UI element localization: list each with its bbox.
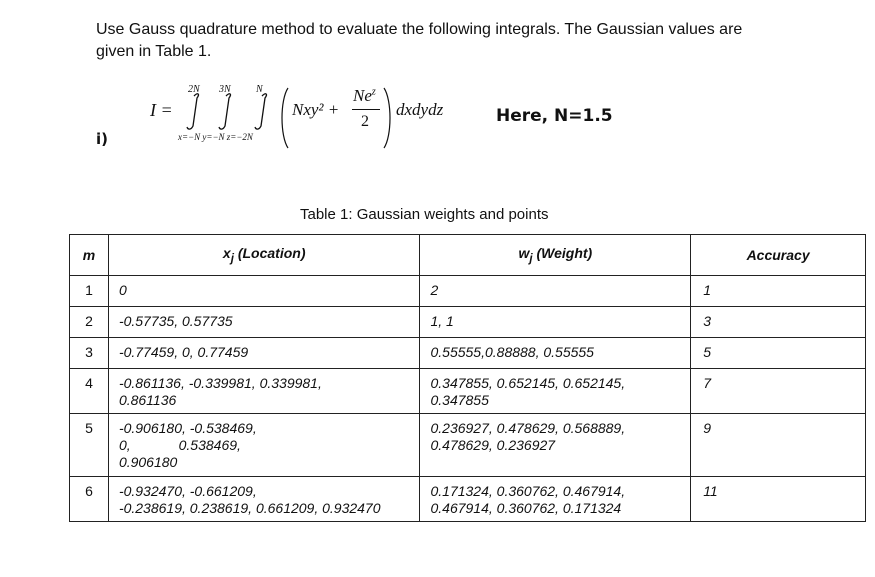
table-row (70, 338, 866, 369)
cell-location: -0.906180, -0.538469, 0, 0.538469, 0.906180 (108, 414, 420, 477)
gauss-table (69, 234, 866, 522)
table-row (70, 369, 866, 414)
cell-weight: 0.55555,0.88888, 0.55555 (420, 338, 691, 369)
cell-weight: 2 (420, 276, 691, 307)
cell-m: 3 (70, 338, 109, 369)
cell-location: -0.861136, -0.339981, 0.339981, 0.861136 (108, 369, 420, 414)
table-caption: Table 1: Gaussian weights and points (300, 206, 549, 223)
fraction-bar (352, 109, 380, 110)
cell-location: -0.932470, -0.661209, -0.238619, 0.238619, 0.661209, 0.932470 (108, 477, 420, 522)
problem-statement (96, 19, 826, 63)
cell-m: 1 (70, 276, 109, 307)
cell-accuracy: 9 (691, 414, 866, 477)
cell-m: 6 (70, 477, 109, 522)
cell-location: -0.77459, 0, 0.77459 (108, 338, 420, 369)
given-value: Here, N=1.5 (496, 106, 613, 126)
header-location: $x_j$ (Location) (108, 235, 420, 276)
cell-m: 2 (70, 307, 109, 338)
integral-signs-icon (184, 92, 284, 132)
table-row (70, 477, 866, 522)
differentials: dxdydz (396, 100, 444, 119)
intro-line-2: given in Table 1. (96, 43, 212, 60)
header-accuracy: Accuracy (691, 235, 866, 276)
cell-accuracy: 11 (691, 477, 866, 522)
cell-weight: 0.347855, 0.652145, 0.652145, 0.347855 (420, 369, 691, 414)
cell-location: 0 (108, 276, 420, 307)
cell-m: 5 (70, 414, 109, 477)
intro-line-1: Use Gauss quadrature method to evaluate the following integrals. The Gaussian values are (96, 21, 743, 38)
term-nxy: Nxy² + (292, 100, 340, 119)
cell-weight: 0.171324, 0.360762, 0.467914, 0.467914, 0.360762, 0.171324 (420, 477, 691, 522)
right-paren-icon (382, 86, 394, 150)
upper-limit-x: 2N (188, 84, 200, 95)
header-weight: $w_j$ (Weight) (420, 235, 691, 276)
table-row (70, 276, 866, 307)
term-denominator: 2 (361, 113, 369, 130)
upper-limit-y: 3N (219, 84, 231, 95)
header-m: m (70, 235, 109, 276)
cell-m: 4 (70, 369, 109, 414)
formula-lhs: I = (150, 100, 173, 120)
left-paren-icon (278, 86, 290, 150)
upper-limit-z: N (256, 84, 263, 95)
cell-accuracy: 7 (691, 369, 866, 414)
cell-accuracy: 1 (691, 276, 866, 307)
cell-weight: 1, 1 (420, 307, 691, 338)
cell-weight: 0.236927, 0.478629, 0.568889, 0.478629, 0.236927 (420, 414, 691, 477)
table-row (70, 414, 866, 477)
table-header-row (70, 235, 866, 276)
cell-accuracy: 5 (691, 338, 866, 369)
term-ne-numerator: Ne$^z$ (353, 86, 376, 105)
lower-limits: x=−N y=−N z=−2N (178, 132, 253, 142)
cell-location: -0.57735, 0.57735 (108, 307, 420, 338)
cell-accuracy: 3 (691, 307, 866, 338)
table-row (70, 307, 866, 338)
question-label: i) (96, 130, 108, 148)
